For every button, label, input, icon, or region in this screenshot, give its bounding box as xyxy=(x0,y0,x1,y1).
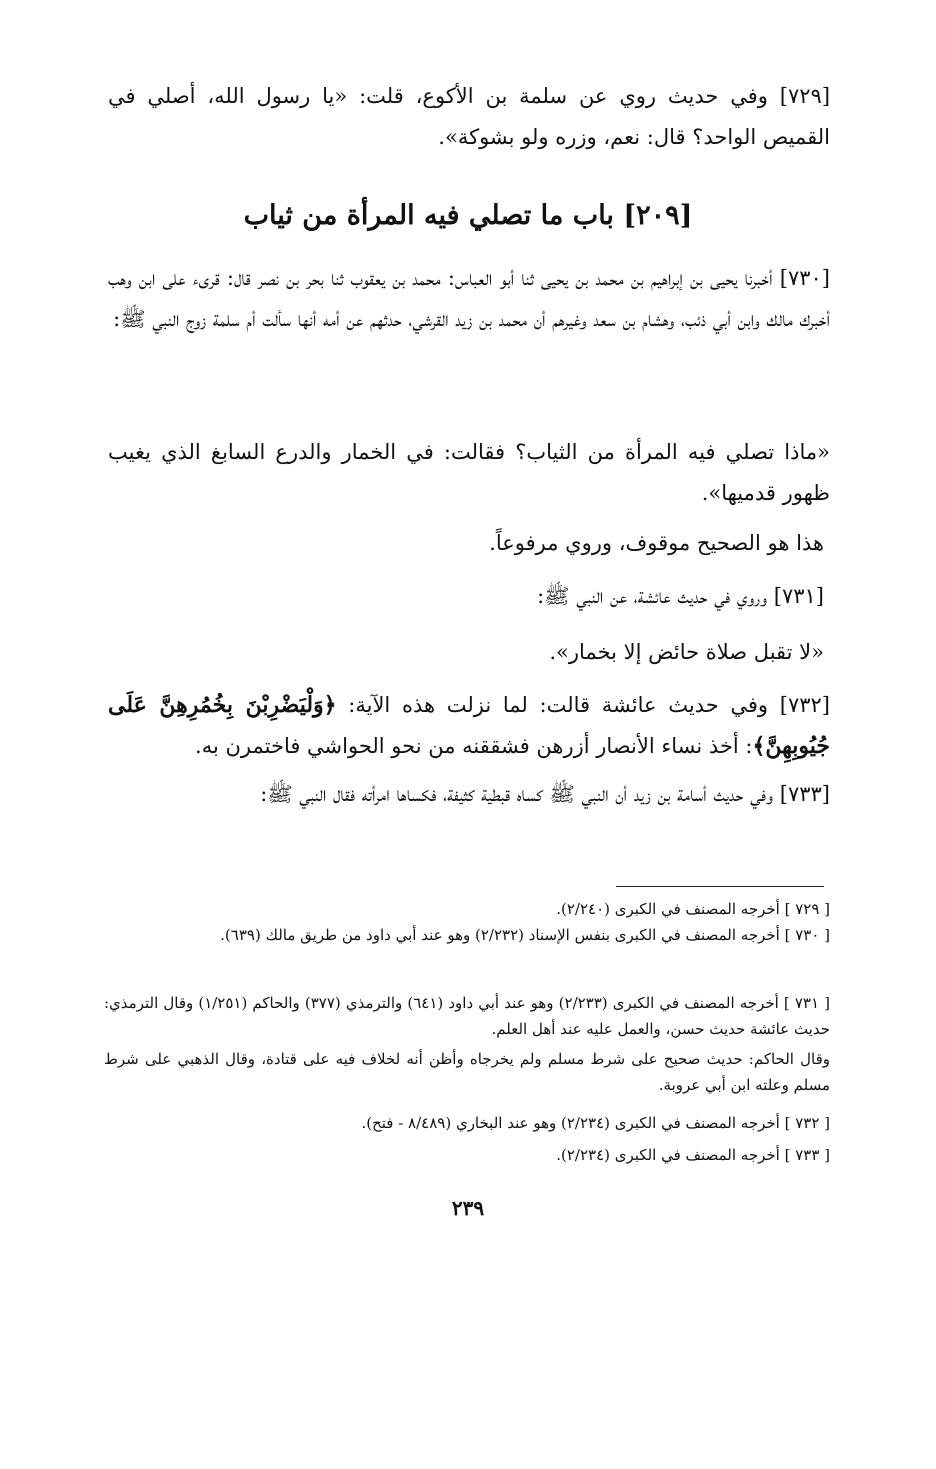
footnote-separator xyxy=(616,886,824,887)
paragraph-732-rest: : أخذ نساء الأنصار أزرهن فشققنه من نحو الحواشي فاختمرن به. xyxy=(195,734,753,758)
paragraph-730-note: هذا هو الصحيح موقوف، وروي مرفوعاً. xyxy=(489,531,824,555)
paragraph-729: [٧٢٩] وفي حديث روي عن سلمة بن الأكوع، قلت: «يا رسول الله، أصلي في القميص الواحد؟ قال: نعم، وزره ولو بشوكة». xyxy=(108,84,831,149)
chapter-heading: [٢٠٩] باب ما تصلي فيه المرأة من ثياب xyxy=(243,200,693,231)
footnote-731: [ ٧٣١ ] أخرجه المصنف في الكبرى (٢/٢٣٣) وهو عند أبي داود (٦٤١) والترمذي (٣٧٧) والحاكم (١/٢٥١) وقال الترمذي: حديث عائشة حديث حسن، والعمل عليه عند أهل العلم. xyxy=(104,994,830,1038)
footnote-730: [ ٧٣٠ ] أخرجه المصنف في الكبرى بنفس الإسناد (٢/٢٣٢) وهو عند أبي داود من طريق مالك (٦٣٩). xyxy=(220,926,830,944)
paragraph-732 xyxy=(108,685,830,767)
paragraph-730: [٧٣٠] أخبرنا يحيى بن إبراهيم بن محمد بن يحيى ثنا أبو العباس: محمد بن يعقوب ثنا بحر بن نصر قال: قرىء على ابن وهب أخبرك مالك وابن أبي ذئب، وهشام بن سعد وغيرهم أن محمد بن زيد القرشي، حدثهم عن أمه أنها سألت أم سلمة زوج النبي ﷺ: xyxy=(108,266,830,331)
paragraph-730-quote: «ماذا تصلي فيه المرأة من الثياب؟ فقالت: في الخمار والدرع السابغ الذي يغيب ظهور قدميها». xyxy=(108,440,830,505)
footnote-732: [ ٧٣٢ ] أخرجه المصنف في الكبرى (٢/٢٣٤) وهو عند البخاري (٨/٤٨٩ - فتح). xyxy=(361,1114,830,1132)
paragraph-731-quote: «لا تقبل صلاة حائض إلا بخمار». xyxy=(549,640,824,664)
footnote-733: [ ٧٣٣ ] أخرجه المصنف في الكبرى (٢/٢٣٤). xyxy=(556,1146,830,1164)
footnote-731-note: وقال الحاكم: حديث صحيح على شرط مسلم ولم يخرجاه وأظن أنه لخلاف فيه على قتادة، وقال الذهبي على شرط مسلم وعلته ابن أبي عروبة. xyxy=(104,1050,830,1094)
paragraph-732-intro: [٧٣٢] وفي حديث عائشة قالت: لما نزلت هذه الآية: xyxy=(336,693,830,717)
quran-verse: ﴿وَلْيَضْرِبْنَ بِخُمُرِهِنَّ عَلَى جُيُوبِهِنَّ﴾ xyxy=(108,692,830,759)
paragraph-731: [٧٣١] وروي في حديث عائشة، عن النبي ﷺ: xyxy=(537,584,824,608)
footnote-729: [ ٧٢٩ ] أخرجه المصنف في الكبرى (٢/٢٤٠). xyxy=(556,900,830,918)
paragraph-733: [٧٣٣] وفي حديث أسامة بن زيد أن النبي ﷺ كساه قبطية كثيفة، فكساها امرأته فقال النبي ﷺ: xyxy=(260,782,830,806)
page-number: ٢٣٩ xyxy=(451,1196,485,1220)
